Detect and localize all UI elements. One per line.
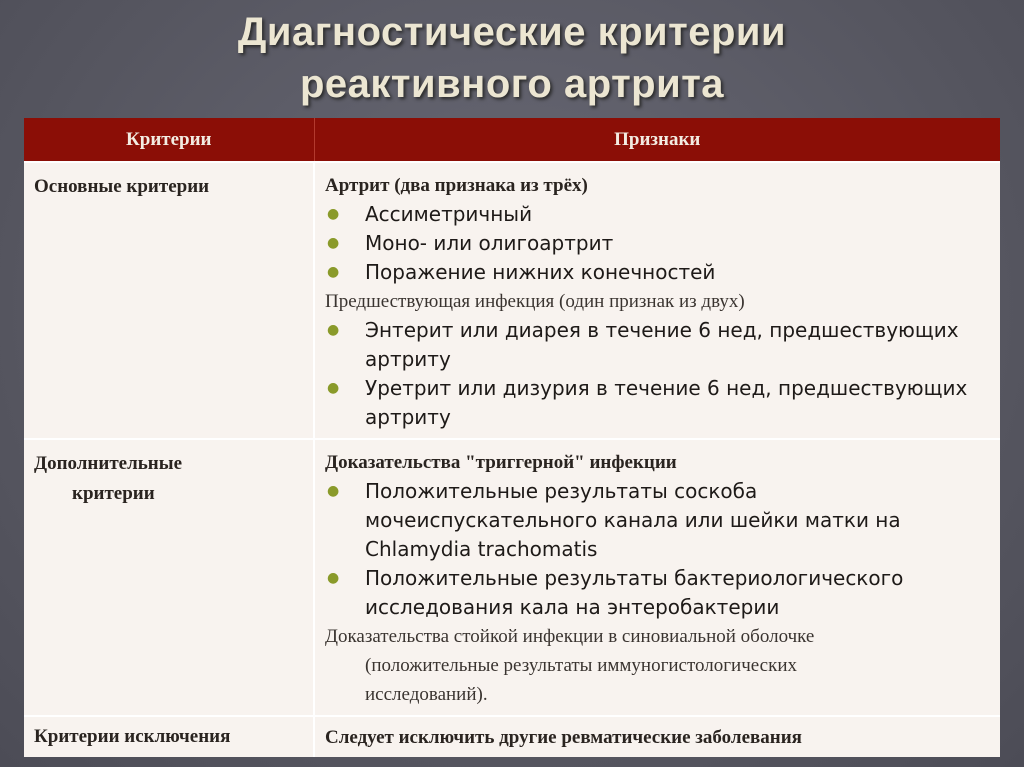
table-row-exclusion [24, 716, 1000, 757]
persistent-infection-line2: (положительные результаты иммуногистологических [365, 655, 798, 676]
persistent-infection-text [325, 622, 992, 709]
persistent-infection-line3: исследований). [365, 684, 488, 705]
list-item: ● Уретрит или дизурия в течение 6 нед, предшествующих артриту [327, 376, 968, 429]
table-header-row [24, 118, 1000, 162]
list-item: ● Моно- или олигоартрит [325, 229, 992, 258]
criterion-main: Основные критерии [24, 162, 314, 439]
prior-infection-heading: Предшествующая инфекция (один признак из двух) [325, 291, 745, 312]
title-line-1: Диагностические критерии [237, 10, 787, 54]
prior-infection-list [325, 316, 992, 432]
arthritis-heading: Артрит (два признака из трёх) [325, 175, 588, 196]
list-item: ● Энтерит или диарея в течение 6 нед, предшествующих артриту [327, 318, 959, 371]
bullet-icon: ● [327, 206, 340, 222]
bullet-icon: ● [327, 235, 340, 251]
trigger-infection-list [325, 477, 992, 622]
trigger-infection-heading: Доказательства "триггерной" инфекции [325, 452, 677, 473]
bullet-icon: ● [327, 380, 340, 396]
criterion-additional-line1: Дополнительные [34, 453, 183, 474]
criterion-exclusion: Критерии исключения [24, 716, 314, 757]
criteria-table [24, 118, 1000, 757]
slide-title [0, 6, 1024, 110]
list-item: ● Положительные результаты бактериологического исследования кала на энтеробактерии [327, 566, 904, 619]
arthritis-list [325, 200, 992, 287]
exclusion-text: Следует исключить другие ревматические заболевания [325, 726, 802, 748]
criterion-additional [24, 439, 314, 716]
signs-main [314, 162, 1000, 439]
persistent-infection-line1: Доказательства стойкой инфекции в синовиальной оболочке [325, 626, 815, 647]
criterion-additional-line2: критерии [72, 483, 155, 504]
list-item: ● Положительные результаты соскоба мочеиспускательного канала или шейки матки на Chlamydia trachomatis [327, 479, 901, 561]
table-row-additional [24, 439, 1000, 716]
bullet-icon: ● [327, 264, 340, 280]
signs-exclusion [314, 716, 1000, 757]
signs-additional [314, 439, 1000, 716]
bullet-icon: ● [327, 570, 340, 586]
header-signs: Признаки [314, 118, 1000, 162]
bullet-icon: ● [327, 483, 340, 499]
bullet-icon: ● [327, 322, 340, 338]
title-line-2: реактивного артрита [299, 62, 725, 106]
list-item: ● Поражение нижних конечностей [325, 258, 992, 287]
table-row-main [24, 162, 1000, 439]
header-criteria: Критерии [24, 118, 314, 162]
list-item: ● Ассиметричный [325, 200, 992, 229]
